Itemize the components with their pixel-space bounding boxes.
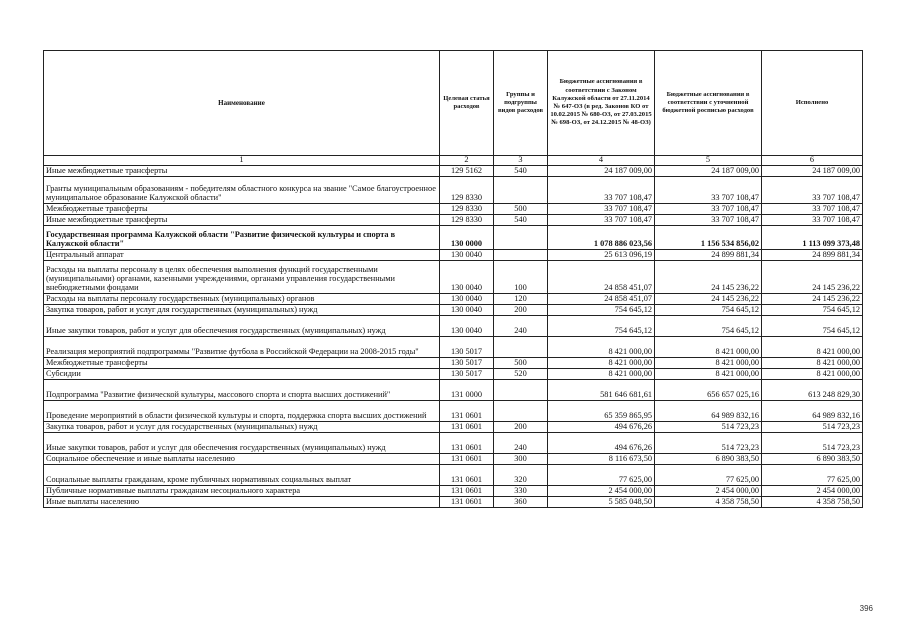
- cell-target-code: 131 0601: [440, 453, 494, 464]
- cell-law-amount: 754 645,12: [548, 304, 655, 315]
- cell-executed-amount: 2 454 000,00: [762, 485, 863, 496]
- cell-name: Иные межбюджетные трансферты: [44, 165, 440, 176]
- colnum-3: 3: [494, 156, 548, 166]
- colnum-4: 4: [548, 156, 655, 166]
- table-row: [44, 249, 863, 260]
- cell-refined-amount: 1 156 534 856,02: [655, 225, 762, 249]
- cell-refined-amount: 8 421 000,00: [655, 357, 762, 368]
- cell-target-code: 131 0601: [440, 432, 494, 453]
- cell-executed-amount: 4 358 758,50: [762, 496, 863, 507]
- cell-group-code: 360: [494, 496, 548, 507]
- cell-name: Социальные выплаты гражданам, кроме публичных нормативных социальных выплат: [44, 464, 440, 485]
- cell-name: Проведение мероприятий в области физической культуры и спорта, поддержка спорта высших достижений: [44, 400, 440, 421]
- cell-group-code: 540: [494, 214, 548, 225]
- cell-group-code: 540: [494, 165, 548, 176]
- cell-law-amount: 8 421 000,00: [548, 336, 655, 357]
- header-groups: Группы и подгруппы видов расходов: [494, 51, 548, 156]
- cell-refined-amount: 754 645,12: [655, 315, 762, 336]
- cell-group-code: [494, 379, 548, 400]
- cell-refined-amount: 77 625,00: [655, 464, 762, 485]
- cell-name: Центральный аппарат: [44, 249, 440, 260]
- table-row: [44, 225, 863, 249]
- cell-name: Социальное обеспечение и иные выплаты населению: [44, 453, 440, 464]
- cell-group-code: [494, 336, 548, 357]
- cell-executed-amount: 24 145 236,22: [762, 260, 863, 293]
- cell-law-amount: 24 858 451,07: [548, 260, 655, 293]
- cell-law-amount: 5 585 048,50: [548, 496, 655, 507]
- cell-refined-amount: 4 358 758,50: [655, 496, 762, 507]
- cell-refined-amount: 514 723,23: [655, 432, 762, 453]
- cell-law-amount: 33 707 108,47: [548, 214, 655, 225]
- table-row: [44, 464, 863, 485]
- cell-name: Иные закупки товаров, работ и услуг для обеспечения государственных (муниципальных) нужд: [44, 315, 440, 336]
- cell-group-code: 200: [494, 304, 548, 315]
- cell-group-code: 500: [494, 357, 548, 368]
- page-number: 396: [859, 604, 873, 613]
- cell-target-code: 130 0040: [440, 304, 494, 315]
- cell-name: Государственная программа Калужской области "Развитие физической культуры и спорта в Калужской области": [44, 225, 440, 249]
- cell-name: Субсидии: [44, 368, 440, 379]
- colnum-5: 5: [655, 156, 762, 166]
- table-row: [44, 260, 863, 293]
- cell-name: Гранты муниципальным образованиям - победителям областного конкурса на звание "Самое благоустроенное муниципальное образование Калужской области": [44, 176, 440, 203]
- cell-name: Публичные нормативные выплаты гражданам несоциального характера: [44, 485, 440, 496]
- cell-name: Межбюджетные трансферты: [44, 203, 440, 214]
- cell-executed-amount: 8 421 000,00: [762, 368, 863, 379]
- table-body: [44, 165, 863, 507]
- cell-group-code: 320: [494, 464, 548, 485]
- cell-target-code: 131 0601: [440, 496, 494, 507]
- cell-name: Расходы на выплаты персоналу государственных (муниципальных) органов: [44, 293, 440, 304]
- cell-group-code: 300: [494, 453, 548, 464]
- table-row: [44, 400, 863, 421]
- cell-executed-amount: 33 707 108,47: [762, 214, 863, 225]
- header-law: Бюджетные ассигнования в соответствии с Законом Калужской области от 27.11.2014 № 647-ОЗ (в ред. Законов КО от 10.02.2015 № 680-ОЗ, от 27.03.2015 № 698-ОЗ, от 24.12.2015 № 48-ОЗ): [548, 51, 655, 156]
- header-target: Целевая статья расходов: [440, 51, 494, 156]
- cell-refined-amount: 754 645,12: [655, 304, 762, 315]
- cell-law-amount: 33 707 108,47: [548, 203, 655, 214]
- cell-group-code: 330: [494, 485, 548, 496]
- table-row: [44, 379, 863, 400]
- cell-executed-amount: 514 723,23: [762, 432, 863, 453]
- cell-name: Расходы на выплаты персоналу в целях обеспечения выполнения функций государственными (муниципальными) органами, казенными учреждениями, органами управления государственными внебюджетными фондами: [44, 260, 440, 293]
- cell-refined-amount: 24 899 881,34: [655, 249, 762, 260]
- cell-refined-amount: 24 145 236,22: [655, 293, 762, 304]
- cell-target-code: 129 8330: [440, 214, 494, 225]
- cell-executed-amount: 77 625,00: [762, 464, 863, 485]
- cell-refined-amount: 33 707 108,47: [655, 176, 762, 203]
- cell-law-amount: 754 645,12: [548, 315, 655, 336]
- cell-group-code: 200: [494, 421, 548, 432]
- header-row: [44, 51, 863, 156]
- cell-target-code: 129 8330: [440, 176, 494, 203]
- cell-law-amount: 77 625,00: [548, 464, 655, 485]
- cell-law-amount: 24 858 451,07: [548, 293, 655, 304]
- cell-law-amount: 25 613 096,19: [548, 249, 655, 260]
- cell-law-amount: 494 676,26: [548, 421, 655, 432]
- cell-target-code: 130 0040: [440, 260, 494, 293]
- cell-target-code: 130 0040: [440, 249, 494, 260]
- cell-name: Закупка товаров, работ и услуг для государственных (муниципальных) нужд: [44, 304, 440, 315]
- cell-executed-amount: 33 707 108,47: [762, 203, 863, 214]
- cell-law-amount: 8 421 000,00: [548, 357, 655, 368]
- cell-target-code: 131 0601: [440, 464, 494, 485]
- cell-group-code: 240: [494, 315, 548, 336]
- cell-law-amount: 24 187 009,00: [548, 165, 655, 176]
- table-row: [44, 432, 863, 453]
- cell-executed-amount: 6 890 383,50: [762, 453, 863, 464]
- cell-group-code: [494, 249, 548, 260]
- cell-executed-amount: 64 989 832,16: [762, 400, 863, 421]
- table-row: [44, 293, 863, 304]
- cell-executed-amount: 8 421 000,00: [762, 336, 863, 357]
- cell-refined-amount: 514 723,23: [655, 421, 762, 432]
- cell-refined-amount: 64 989 832,16: [655, 400, 762, 421]
- cell-executed-amount: 24 899 881,34: [762, 249, 863, 260]
- cell-group-code: [494, 225, 548, 249]
- cell-executed-amount: 8 421 000,00: [762, 357, 863, 368]
- cell-group-code: [494, 176, 548, 203]
- table-row: [44, 357, 863, 368]
- cell-law-amount: 2 454 000,00: [548, 485, 655, 496]
- cell-law-amount: 8 421 000,00: [548, 368, 655, 379]
- cell-target-code: 130 5017: [440, 368, 494, 379]
- cell-name: Иные закупки товаров, работ и услуг для обеспечения государственных (муниципальных) нужд: [44, 432, 440, 453]
- cell-refined-amount: 6 890 383,50: [655, 453, 762, 464]
- cell-law-amount: 494 676,26: [548, 432, 655, 453]
- cell-refined-amount: 24 145 236,22: [655, 260, 762, 293]
- column-number-row: [44, 156, 863, 166]
- table-row: [44, 368, 863, 379]
- cell-law-amount: 8 116 673,50: [548, 453, 655, 464]
- cell-executed-amount: 514 723,23: [762, 421, 863, 432]
- cell-group-code: 100: [494, 260, 548, 293]
- cell-refined-amount: 33 707 108,47: [655, 214, 762, 225]
- cell-refined-amount: 8 421 000,00: [655, 336, 762, 357]
- cell-law-amount: 33 707 108,47: [548, 176, 655, 203]
- cell-group-code: 120: [494, 293, 548, 304]
- cell-group-code: [494, 400, 548, 421]
- cell-target-code: 131 0601: [440, 421, 494, 432]
- cell-target-code: 131 0601: [440, 400, 494, 421]
- cell-name: Иные межбюджетные трансферты: [44, 214, 440, 225]
- header-refined: Бюджетные ассигнования в соответствии с уточненной бюджетной росписью расходов: [655, 51, 762, 156]
- table-row: [44, 203, 863, 214]
- cell-executed-amount: 754 645,12: [762, 315, 863, 336]
- cell-group-code: 240: [494, 432, 548, 453]
- cell-refined-amount: 2 454 000,00: [655, 485, 762, 496]
- cell-name: Иные выплаты населению: [44, 496, 440, 507]
- cell-target-code: 130 5017: [440, 336, 494, 357]
- cell-executed-amount: 613 248 829,30: [762, 379, 863, 400]
- colnum-2: 2: [440, 156, 494, 166]
- table-row: [44, 214, 863, 225]
- cell-refined-amount: 24 187 009,00: [655, 165, 762, 176]
- table-row: [44, 496, 863, 507]
- table-row: [44, 165, 863, 176]
- cell-law-amount: 581 646 681,61: [548, 379, 655, 400]
- cell-target-code: 129 8330: [440, 203, 494, 214]
- cell-target-code: 130 0040: [440, 293, 494, 304]
- cell-target-code: 129 5162: [440, 165, 494, 176]
- colnum-6: 6: [762, 156, 863, 166]
- table-row: [44, 336, 863, 357]
- cell-name: Межбюджетные трансферты: [44, 357, 440, 368]
- cell-target-code: 131 0000: [440, 379, 494, 400]
- cell-target-code: 130 0040: [440, 315, 494, 336]
- budget-table: [43, 50, 863, 508]
- cell-target-code: 130 5017: [440, 357, 494, 368]
- cell-law-amount: 1 078 886 023,56: [548, 225, 655, 249]
- table-row: [44, 421, 863, 432]
- table-row: [44, 485, 863, 496]
- cell-executed-amount: 24 187 009,00: [762, 165, 863, 176]
- header-name: Наименование: [44, 51, 440, 156]
- cell-name: Подпрограмма "Развитие физической культуры, массового спорта и спорта высших достижений": [44, 379, 440, 400]
- cell-executed-amount: 1 113 099 373,48: [762, 225, 863, 249]
- cell-target-code: 130 0000: [440, 225, 494, 249]
- cell-refined-amount: 656 657 025,16: [655, 379, 762, 400]
- table-row: [44, 304, 863, 315]
- table-row: [44, 176, 863, 203]
- colnum-1: 1: [44, 156, 440, 166]
- cell-refined-amount: 33 707 108,47: [655, 203, 762, 214]
- cell-executed-amount: 33 707 108,47: [762, 176, 863, 203]
- cell-target-code: 131 0601: [440, 485, 494, 496]
- cell-name: Реализация мероприятий подпрограммы "Развитие футбола в Российской Федерации на 2008-2015 годы": [44, 336, 440, 357]
- table-row: [44, 315, 863, 336]
- cell-law-amount: 65 359 865,95: [548, 400, 655, 421]
- cell-group-code: 500: [494, 203, 548, 214]
- table-row: [44, 453, 863, 464]
- header-done: Исполнено: [762, 51, 863, 156]
- cell-executed-amount: 24 145 236,22: [762, 293, 863, 304]
- cell-executed-amount: 754 645,12: [762, 304, 863, 315]
- cell-name: Закупка товаров, работ и услуг для государственных (муниципальных) нужд: [44, 421, 440, 432]
- cell-refined-amount: 8 421 000,00: [655, 368, 762, 379]
- cell-group-code: 520: [494, 368, 548, 379]
